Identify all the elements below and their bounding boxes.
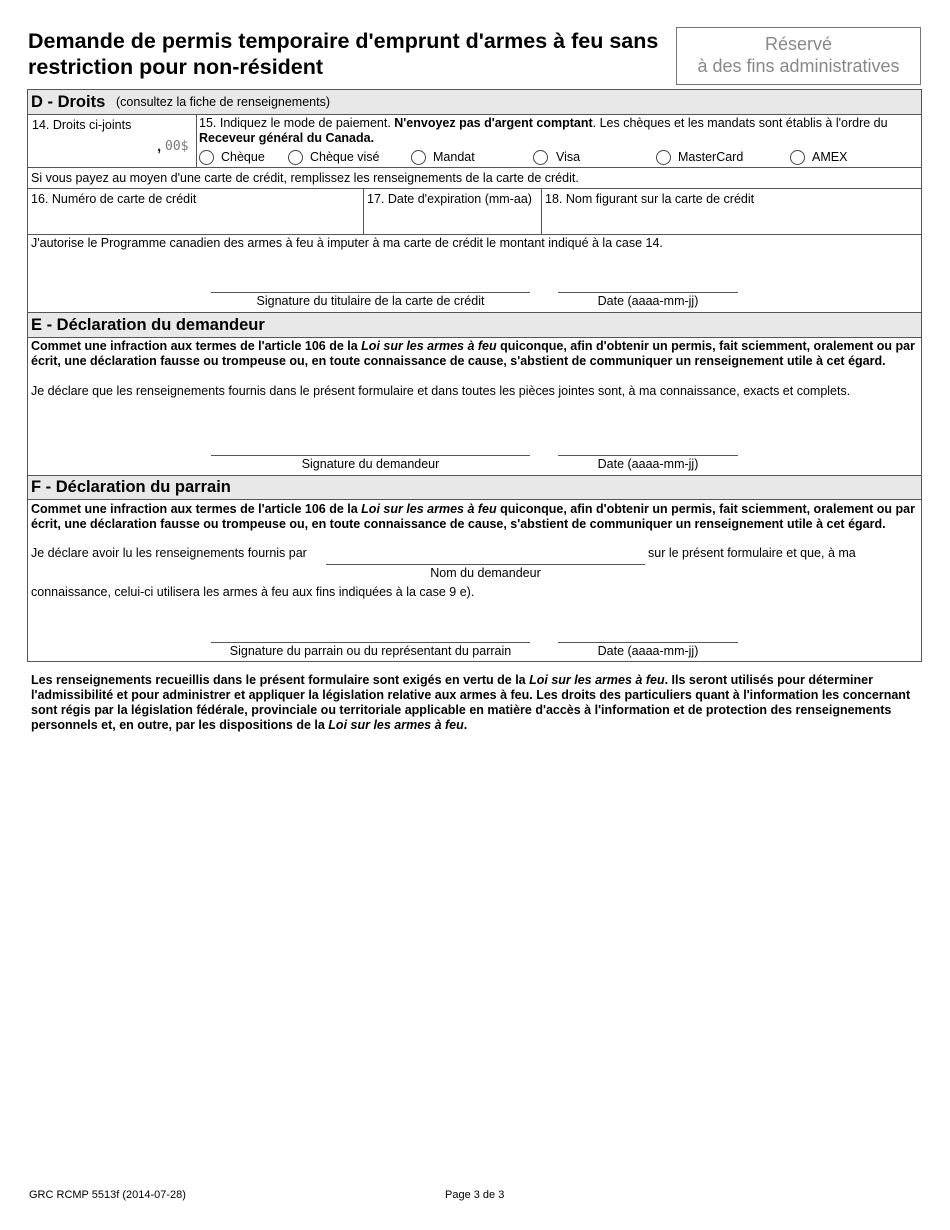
payment-label-bold: N'envoyez pas d'argent comptant xyxy=(394,116,593,130)
expiry-date-label: 17. Date d'expiration (mm-aa) xyxy=(367,192,532,206)
divider xyxy=(27,234,922,235)
applicant-declaration: Je déclare que les renseignements fournis dans le présent formulaire et dans toutes les pièces jointes sont, à ma connaissance, exacts et complets. xyxy=(31,384,851,398)
radio-mastercard[interactable] xyxy=(656,150,671,165)
admin-line-1: Réservé xyxy=(764,34,833,54)
divider xyxy=(27,167,922,168)
radio-mastercard-label: MasterCard xyxy=(678,150,744,164)
privacy-part-3: . xyxy=(463,718,468,732)
radio-money-order-label: Mandat xyxy=(433,150,475,164)
radio-certified-cheque[interactable] xyxy=(288,150,303,165)
authorization-text: J'autorise le Programme canadien des armes à feu à imputer à ma carte de crédit le montant indiqué à la case 14. xyxy=(31,236,663,250)
applicant-name-line[interactable] xyxy=(326,564,645,565)
divider xyxy=(27,499,922,500)
privacy-act-name-2: Loi sur les armes à feu xyxy=(328,718,464,732)
card-number-field[interactable] xyxy=(28,189,363,234)
cardholder-signature-line[interactable] xyxy=(211,292,530,293)
sponsor-date-line[interactable] xyxy=(558,642,738,643)
applicant-date-line[interactable] xyxy=(558,455,738,456)
privacy-part-1: Les renseignements recueillis dans le présent formulaire sont exigés en vertu de la xyxy=(31,673,530,687)
privacy-act-name-1: Loi sur les armes à feu xyxy=(529,673,665,687)
form-id: GRC RCMP 5513f (2014-07-28) xyxy=(29,1189,186,1201)
applicant-date-caption: Date (aaaa-mm-jj) xyxy=(597,457,699,471)
radio-cheque[interactable] xyxy=(199,150,214,165)
cardholder-date-line[interactable] xyxy=(558,292,738,293)
section-d-title: D - Droits xyxy=(31,93,106,111)
card-name-field[interactable] xyxy=(542,189,921,234)
applicant-signature-line[interactable] xyxy=(211,455,530,456)
section-f-header xyxy=(28,476,921,499)
divider xyxy=(27,114,922,115)
sponsor-date-caption: Date (aaaa-mm-jj) xyxy=(597,644,699,658)
section-d-subtitle: (consultez la fiche de renseignements) xyxy=(116,95,331,109)
cardholder-date-caption: Date (aaaa-mm-jj) xyxy=(597,294,699,308)
payment-label-post: . Les chèques et les mandats sont établis à l'ordre du xyxy=(592,116,888,130)
fees-label: 14. Droits ci-joints xyxy=(32,118,132,132)
radio-amex[interactable] xyxy=(790,150,805,165)
radio-certified-cheque-label: Chèque visé xyxy=(310,150,380,164)
radio-money-order[interactable] xyxy=(411,150,426,165)
card-number-label: 16. Numéro de carte de crédit xyxy=(31,192,197,206)
warning-pre: Commet une infraction aux termes de l'article 106 de la xyxy=(31,339,362,353)
radio-visa-label: Visa xyxy=(556,150,581,164)
section-d-header xyxy=(28,90,921,114)
sponsor-signature-caption: Signature du parrain ou du représentant du parrain xyxy=(229,644,512,658)
warning-pre: Commet une infraction aux termes de l'article 106 de la xyxy=(31,502,362,516)
section-e-warning xyxy=(31,339,915,369)
privacy-notice xyxy=(31,673,911,733)
act-name: Loi sur les armes à feu xyxy=(361,339,497,353)
section-e-header xyxy=(28,313,921,337)
fees-input[interactable] xyxy=(40,136,190,158)
divider xyxy=(196,114,197,167)
applicant-signature-caption: Signature du demandeur xyxy=(301,457,440,471)
divider xyxy=(27,337,922,338)
radio-amex-label: AMEX xyxy=(812,150,848,164)
payment-label-line2: Receveur général du Canada. xyxy=(199,131,375,145)
credit-card-note: Si vous payez au moyen d'une carte de crédit, remplissez les renseignements de la carte de crédit. xyxy=(31,171,579,185)
payment-label-pre: 15. Indiquez le mode de paiement. xyxy=(199,116,395,130)
title-line-1: Demande de permis temporaire d'emprunt d'armes à feu sans xyxy=(28,29,659,53)
fees-suffix: 00$ xyxy=(165,139,189,154)
section-f-title: F - Déclaration du parrain xyxy=(31,478,231,496)
title-line-2: restriction pour non-résident xyxy=(28,55,324,79)
privacy-part-2: . Ils seront utilisés pour déterminer l'admissibilité et pour administrer et appliquer la législation relative aux armes à feu. Les droits des particuliers quant à l'information les concernant sont régis par la législation fédérale, provinciale ou territoriale applicable en matière d'accès à l'information et de protection des renseignements personnels et, en outre, par les dispositions de la xyxy=(31,673,911,732)
cardholder-signature-caption: Signature du titulaire de la carte de crédit xyxy=(256,294,485,308)
sponsor-declaration-line2: connaissance, celui-ci utilisera les armes à feu aux fins indiquées à la case 9 e). xyxy=(31,585,475,599)
section-f-warning xyxy=(31,502,915,532)
radio-cheque-label: Chèque xyxy=(221,150,265,164)
page-number: Page 3 de 3 xyxy=(445,1189,505,1201)
sponsor-declaration-pre: Je déclare avoir lu les renseignements fournis par xyxy=(31,546,307,560)
radio-visa[interactable] xyxy=(533,150,548,165)
act-name: Loi sur les armes à feu xyxy=(361,502,497,516)
applicant-name-caption: Nom du demandeur xyxy=(430,566,541,580)
warning-post: quiconque, afin d'obtenir un permis, fait sciemment, oralement ou par écrit, une déclaration fausse ou trompeuse ou, en toute connaissance de cause, s'abstient de communiquer un renseignement utile à cet égard. xyxy=(31,339,915,368)
sponsor-declaration-post: sur le présent formulaire et que, à ma xyxy=(648,546,856,560)
fees-comma: , xyxy=(157,138,162,155)
admin-line-2: à des fins administratives xyxy=(697,56,900,76)
sponsor-signature-line[interactable] xyxy=(211,642,530,643)
payment-method-label xyxy=(199,116,914,131)
admin-use-box xyxy=(676,27,921,85)
section-e-title: E - Déclaration du demandeur xyxy=(31,316,265,334)
warning-post: quiconque, afin d'obtenir un permis, fait sciemment, oralement ou par écrit, une déclaration fausse ou trompeuse ou, en toute connaissance de cause, s'abstient de communiquer un renseignement utile à cet égard. xyxy=(31,502,915,531)
card-name-label: 18. Nom figurant sur la carte de crédit xyxy=(545,192,755,206)
expiry-date-field[interactable] xyxy=(364,189,541,234)
page-title xyxy=(28,28,678,80)
